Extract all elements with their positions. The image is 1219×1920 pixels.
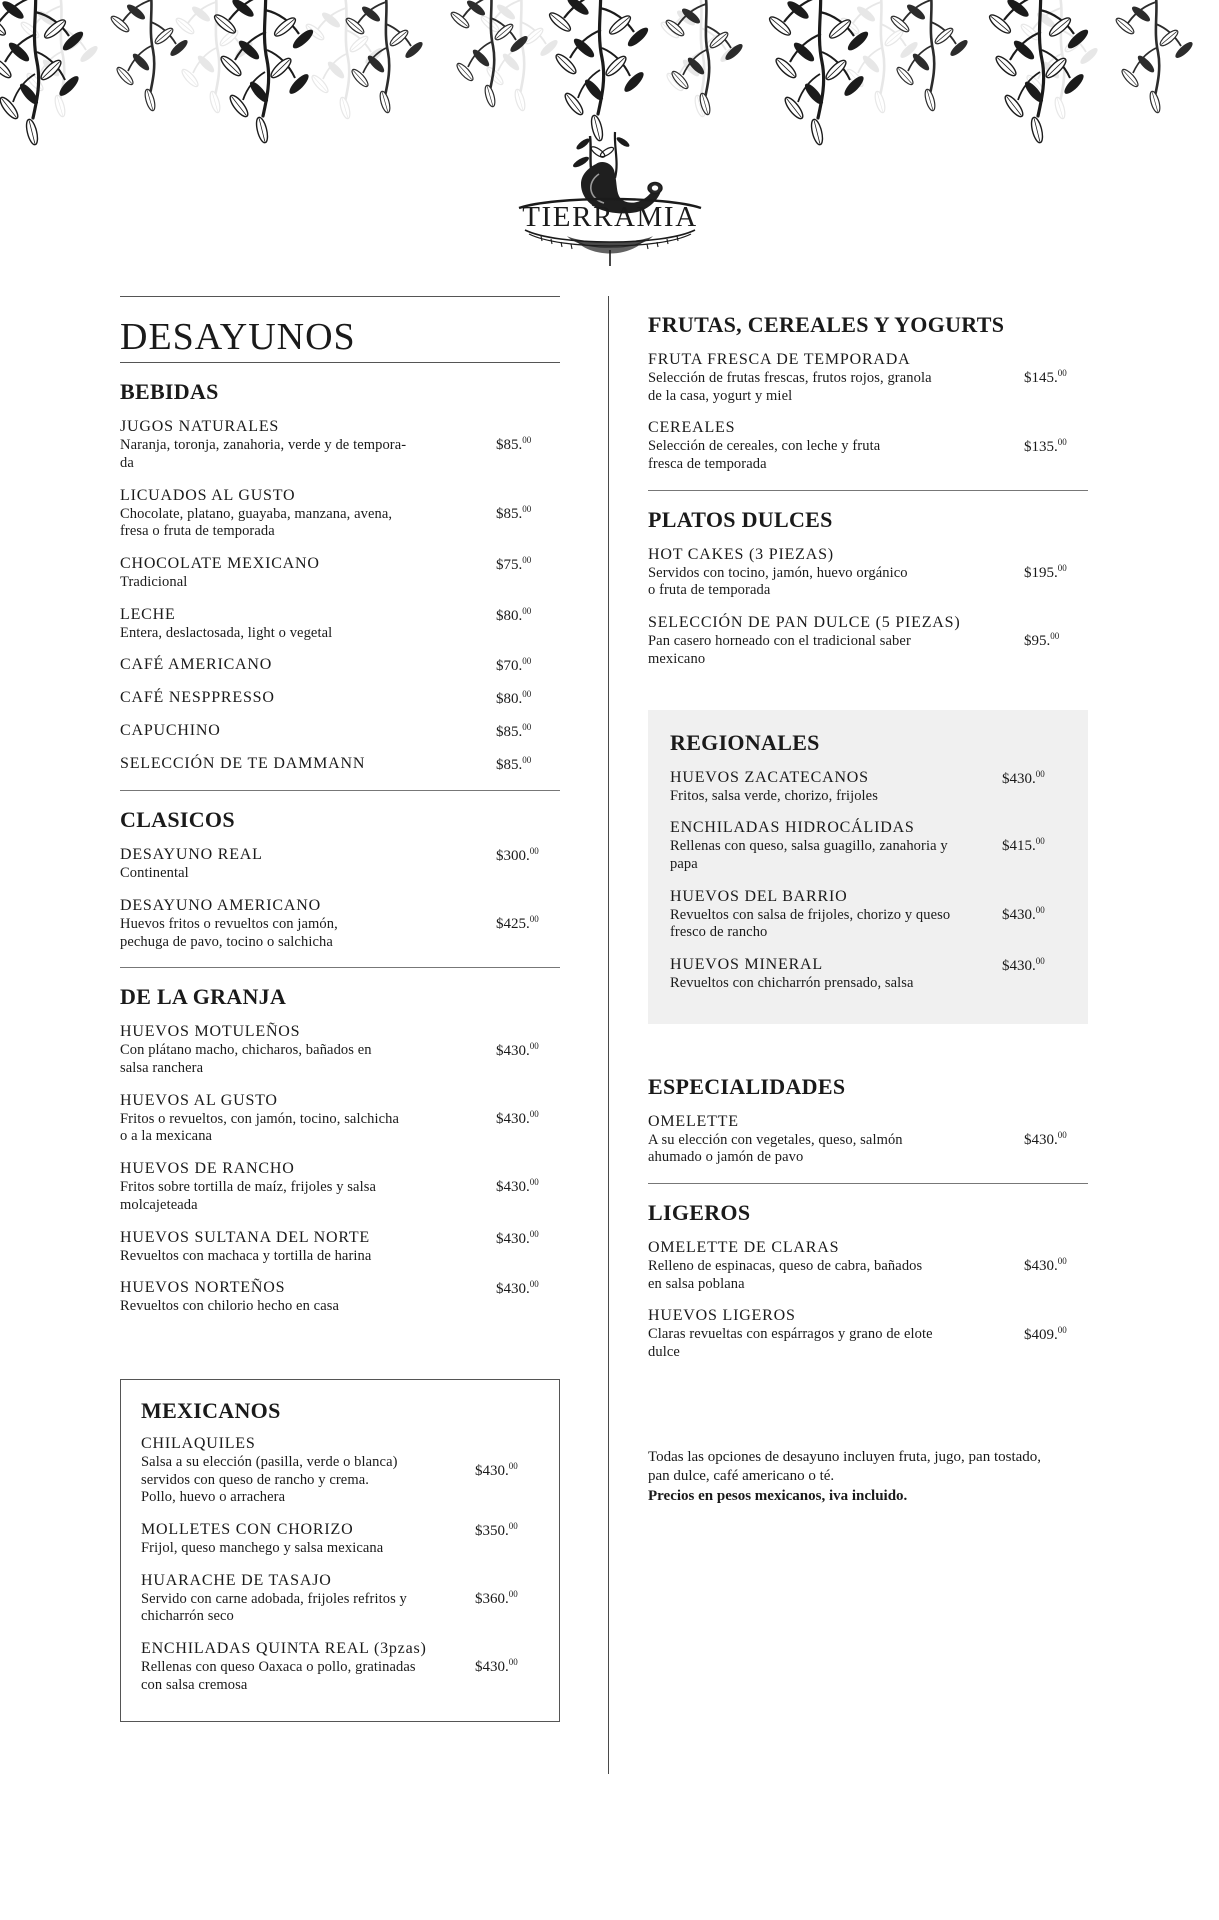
menu-item-text bbox=[648, 350, 1024, 405]
price-cents: 00 bbox=[529, 1108, 539, 1119]
footnote-line-2: pan dulce, café americano o té. bbox=[648, 1468, 835, 1485]
price-cents: 00 bbox=[529, 1228, 539, 1239]
menu-item bbox=[120, 721, 560, 741]
menu-item-description: Entera, deslactosada, light o vegetal bbox=[120, 624, 333, 641]
section-divider bbox=[120, 967, 560, 968]
menu-item-name: HUEVOS DEL BARRIO bbox=[670, 887, 848, 905]
menu-item-description: Pan casero horneado con el tradicional saber mexicano bbox=[648, 633, 911, 667]
menu-item bbox=[648, 418, 1088, 473]
section-spacer bbox=[648, 682, 1088, 692]
menu-item-name: FRUTA FRESCA DE TEMPORADA bbox=[648, 351, 911, 368]
section-spacer bbox=[120, 1329, 560, 1339]
menu-item-price: $430.00 bbox=[1002, 768, 1045, 787]
menu-item-price: $350.00 bbox=[475, 1520, 518, 1539]
menu-item bbox=[141, 1434, 539, 1507]
menu-item-price: $195.00 bbox=[1024, 562, 1067, 581]
section-heading: LIGEROS bbox=[648, 1200, 751, 1225]
tierramia-logo-icon bbox=[495, 118, 725, 268]
menu-item bbox=[648, 613, 1088, 668]
menu-item bbox=[670, 887, 1066, 942]
menu-item-text bbox=[120, 1278, 496, 1316]
menu-item bbox=[120, 655, 560, 675]
menu-item-price: $430.00 bbox=[496, 1040, 539, 1059]
menu-item bbox=[120, 1228, 560, 1266]
menu-item bbox=[648, 1306, 1088, 1361]
menu-item bbox=[670, 955, 1066, 993]
menu-item-price: $80.00 bbox=[496, 689, 532, 708]
title-rule-bottom bbox=[120, 362, 560, 363]
menu-item-name: HUEVOS ZACATECANOS bbox=[670, 768, 869, 786]
menu-item-name: CEREALES bbox=[648, 419, 736, 437]
menu-item-name: ENCHILADAS QUINTA REAL (3pzas) bbox=[141, 1640, 427, 1658]
menu-item-description: Con plátano macho, chicharos, bañados en salsa ranchera bbox=[120, 1042, 372, 1077]
price-cents: 00 bbox=[522, 503, 532, 514]
section-divider bbox=[648, 490, 1088, 491]
menu-item bbox=[648, 350, 1088, 405]
menu-item-text bbox=[670, 955, 1002, 993]
menu-item-price: $360.00 bbox=[475, 1588, 518, 1607]
footnote bbox=[648, 1448, 1088, 1507]
menu-item-name: CHOCOLATE MEXICANO bbox=[120, 554, 320, 572]
price-cents: 00 bbox=[529, 1040, 539, 1051]
footnote-prices-note: Precios en pesos mexicanos, iva incluido. bbox=[648, 1487, 908, 1504]
menu-item-description: Huevos fritos o revueltos con jamón, pechuga de pavo, tocino o salchicha bbox=[120, 916, 338, 950]
menu-item bbox=[120, 1159, 560, 1214]
menu-item-description: Relleno de espinacas, queso de cabra, bañados en salsa poblana bbox=[648, 1258, 923, 1292]
menu-item-name: HUEVOS SULTANA DEL NORTE bbox=[120, 1228, 370, 1246]
menu-item-description: Rellenas con queso, salsa guagillo, zanahoria y papa bbox=[670, 838, 948, 872]
shaded-section bbox=[648, 710, 1088, 1024]
menu-item-description: Servidos con tocino, jamón, huevo orgánico o fruta de temporada bbox=[648, 564, 908, 599]
menu-item-price: $430.00 bbox=[1002, 955, 1045, 974]
section-heading: ESPECIALIDADES bbox=[648, 1073, 846, 1099]
menu-item-text bbox=[670, 768, 1002, 806]
menu-item-text bbox=[670, 818, 1002, 873]
menu-item-name: SELECCIÓN DE TE DAMMANN bbox=[120, 755, 366, 773]
menu-item-text bbox=[120, 754, 496, 774]
price-cents: 00 bbox=[1057, 368, 1067, 379]
price-cents: 00 bbox=[522, 605, 532, 616]
menu-item bbox=[120, 417, 560, 472]
price-cents: 00 bbox=[529, 1279, 539, 1290]
price-cents: 00 bbox=[1035, 904, 1045, 915]
menu-item-name: OMELETTE DE CLARAS bbox=[648, 1239, 840, 1256]
brand-logo bbox=[0, 118, 1219, 273]
menu-item bbox=[120, 486, 560, 541]
menu-item-name: HUEVOS NORTEÑOS bbox=[120, 1279, 286, 1297]
menu-item-price: $430.00 bbox=[1024, 1256, 1067, 1275]
menu-item-text bbox=[120, 1228, 496, 1266]
menu-item-name: MOLLETES CON CHORIZO bbox=[141, 1520, 354, 1538]
menu-item-name: OMELETTE bbox=[648, 1112, 739, 1130]
menu-item-name: DESAYUNO REAL bbox=[120, 846, 263, 864]
menu-item-text bbox=[670, 887, 1002, 942]
menu-item-name: HUEVOS LIGEROS bbox=[648, 1307, 796, 1325]
menu-item-name: HUARACHE DE TASAJO bbox=[141, 1571, 332, 1589]
menu-item-description: Naranja, toronja, zanahoria, verde y de tempora- da bbox=[120, 437, 407, 471]
menu-item-description: Fritos, salsa verde, chorizo, frijoles bbox=[670, 787, 878, 804]
section-heading: DE LA GRANJA bbox=[120, 984, 287, 1010]
menu-item-price: $430.00 bbox=[496, 1228, 539, 1247]
section-spacer bbox=[648, 1024, 1088, 1058]
menu-item-text bbox=[120, 486, 496, 541]
menu-item-description: Servido con carne adobada, frijoles refritos y chicharrón seco bbox=[141, 1590, 407, 1625]
price-cents: 00 bbox=[522, 435, 532, 446]
menu-item-text bbox=[120, 896, 496, 951]
menu-item-description: Selección de cereales, con leche y fruta fresca de temporada bbox=[648, 438, 881, 473]
menu-item bbox=[120, 1278, 560, 1316]
menu-item-name: CAFÉ NESPPRESSO bbox=[120, 689, 275, 707]
price-cents: 00 bbox=[1057, 1324, 1067, 1335]
price-cents: 00 bbox=[1057, 562, 1067, 573]
section-divider bbox=[120, 790, 560, 791]
menu-item-description: Revueltos con chicharrón prensado, salsa bbox=[670, 974, 914, 991]
price-cents: 00 bbox=[529, 846, 539, 857]
menu-item-text bbox=[141, 1571, 475, 1626]
price-cents: 00 bbox=[522, 656, 532, 667]
footnote-line-1: Todas las opciones de desayuno incluyen fruta, jugo, pan tostado, bbox=[648, 1448, 1042, 1465]
menu-item-text bbox=[120, 845, 496, 883]
menu-item-price: $70.00 bbox=[496, 656, 532, 675]
menu-item-price: $430.00 bbox=[496, 1108, 539, 1127]
menu-item-name: ENCHILADAS HIDROCÁLIDAS bbox=[670, 819, 915, 837]
menu-item-name: DESAYUNO AMERICANO bbox=[120, 897, 321, 915]
menu-item bbox=[120, 554, 560, 592]
section-heading: PLATOS DULCES bbox=[648, 506, 833, 532]
menu-item-price: $85.00 bbox=[496, 755, 532, 774]
menu-item-description: Revueltos con chilorio hecho en casa bbox=[120, 1298, 340, 1315]
menu-item bbox=[648, 545, 1088, 600]
price-cents: 00 bbox=[522, 755, 532, 766]
menu-item bbox=[120, 896, 560, 951]
section-heading: REGIONALES bbox=[670, 729, 820, 755]
price-cents: 00 bbox=[1035, 836, 1045, 847]
menu-item-description: Salsa a su elección (pasilla, verde o blanca) servidos con queso de rancho y crema. Pollo, huevo o arrachera bbox=[141, 1453, 398, 1506]
menu-item-text bbox=[648, 418, 1024, 473]
right-column bbox=[648, 296, 1088, 1506]
section-heading: MEXICANOS bbox=[141, 1397, 281, 1423]
price-cents: 00 bbox=[522, 689, 532, 700]
menu-item-price: $85.00 bbox=[496, 722, 532, 741]
menu-item-price: $425.00 bbox=[496, 914, 539, 933]
menu-item-price: $85.00 bbox=[496, 435, 532, 454]
menu-item-name: HUEVOS DE RANCHO bbox=[120, 1160, 295, 1178]
menu-item bbox=[120, 688, 560, 708]
menu-item bbox=[141, 1639, 539, 1694]
menu-item-name: LECHE bbox=[120, 605, 176, 623]
menu-item-description: Fritos sobre tortilla de maíz, frijoles y salsa molcajeteada bbox=[120, 1179, 376, 1213]
menu-item-price: $430.00 bbox=[1002, 904, 1045, 923]
menu-item-name: HUEVOS AL GUSTO bbox=[120, 1091, 278, 1109]
section-divider bbox=[648, 1183, 1088, 1184]
menu-item-text bbox=[120, 1159, 496, 1214]
menu-item-description: Continental bbox=[120, 865, 189, 882]
menu-item-text bbox=[648, 1306, 1024, 1361]
menu-item-description: Claras revueltas con espárragos y grano de elote dulce bbox=[648, 1326, 933, 1361]
menu-item bbox=[141, 1520, 539, 1558]
menu-item bbox=[120, 1022, 560, 1077]
price-cents: 00 bbox=[529, 914, 539, 925]
column-divider bbox=[608, 296, 609, 1774]
price-cents: 00 bbox=[1035, 768, 1045, 779]
menu-item-name: LICUADOS AL GUSTO bbox=[120, 486, 296, 504]
boot-with-sprouts-emblem bbox=[519, 132, 701, 266]
price-cents: 00 bbox=[1050, 631, 1060, 642]
price-cents: 00 bbox=[1035, 955, 1045, 966]
menu-item-description: Revueltos con machaca y tortilla de harina bbox=[120, 1247, 372, 1264]
menu-item-text bbox=[120, 688, 496, 708]
menu-item-text bbox=[141, 1639, 475, 1694]
menu-item-price: $85.00 bbox=[496, 503, 532, 522]
menu-item-description: Rellenas con queso Oaxaca o pollo, gratinadas con salsa cremosa bbox=[141, 1659, 416, 1693]
price-cents: 00 bbox=[508, 1460, 518, 1471]
menu-item-description: Tradicional bbox=[120, 573, 188, 590]
menu-item-description: A su elección con vegetales, queso, salmón ahumado o jamón de pavo bbox=[648, 1131, 903, 1166]
menu-item-name: SELECCIÓN DE PAN DULCE (5 PIEZAS) bbox=[648, 614, 961, 632]
menu-item-text bbox=[120, 655, 496, 675]
menu-item-price: $95.00 bbox=[1024, 631, 1060, 650]
menu-item-name: HUEVOS MOTULEÑOS bbox=[120, 1023, 301, 1041]
price-cents: 00 bbox=[508, 1588, 518, 1599]
menu-item bbox=[648, 1112, 1088, 1167]
menu-item bbox=[120, 845, 560, 883]
menu-item-price: $135.00 bbox=[1024, 436, 1067, 455]
framed-section bbox=[120, 1379, 560, 1723]
price-cents: 00 bbox=[508, 1520, 518, 1531]
menu-item-name: HUEVOS MINERAL bbox=[670, 955, 823, 973]
menu-item-text bbox=[120, 1022, 496, 1077]
menu-item-name: CAFÉ AMERICANO bbox=[120, 656, 273, 674]
left-sections-container bbox=[120, 379, 560, 1722]
menu-item bbox=[120, 605, 560, 643]
menu-item-text bbox=[141, 1434, 475, 1507]
menu-item bbox=[670, 818, 1066, 873]
menu-item bbox=[120, 1091, 560, 1146]
menu-item-price: $75.00 bbox=[496, 554, 532, 573]
section-heading: BEBIDAS bbox=[120, 379, 219, 405]
menu-item-price: $300.00 bbox=[496, 846, 539, 865]
menu-item bbox=[120, 754, 560, 774]
page-title: desayunos bbox=[120, 301, 356, 361]
menu-item-price: $80.00 bbox=[496, 605, 532, 624]
menu-item-price: $430.00 bbox=[496, 1279, 539, 1298]
menu-item-name: HOT CAKES (3 PIEZAS) bbox=[648, 545, 834, 563]
menu-item-text bbox=[120, 417, 496, 472]
menu-item-price: $430.00 bbox=[496, 1177, 539, 1196]
menu-item-text bbox=[141, 1520, 475, 1558]
menu-item-name: JUGOS NATURALES bbox=[120, 418, 280, 436]
price-cents: 00 bbox=[522, 722, 532, 733]
menu-item bbox=[141, 1571, 539, 1626]
menu-item-price: $430.00 bbox=[475, 1460, 518, 1479]
logo-wordmark: TIERRAMIA bbox=[521, 201, 698, 233]
menu-item-text bbox=[120, 721, 496, 741]
left-column bbox=[120, 296, 560, 1722]
price-cents: 00 bbox=[522, 554, 532, 565]
section-heading: CLASICOS bbox=[120, 807, 235, 833]
menu-item bbox=[648, 1238, 1088, 1293]
price-cents: 00 bbox=[529, 1177, 539, 1188]
menu-item-price: $430.00 bbox=[475, 1657, 518, 1676]
menu-item-price: $430.00 bbox=[1024, 1129, 1067, 1148]
menu-item-text bbox=[648, 613, 1024, 668]
section-heading: FRUTAS, CEREALES Y YOGURTS bbox=[648, 312, 1005, 337]
price-cents: 00 bbox=[1057, 1129, 1067, 1140]
menu-item-price: $415.00 bbox=[1002, 836, 1045, 855]
menu-item-text bbox=[120, 554, 496, 592]
menu-item-description: Selección de frutas frescas, frutos rojos, granola de la casa, yogurt y miel bbox=[648, 370, 932, 404]
menu-item-price: $409.00 bbox=[1024, 1324, 1067, 1343]
menu-item-text bbox=[648, 1238, 1024, 1293]
menu-item-text bbox=[120, 605, 496, 643]
menu-item-text bbox=[120, 1091, 496, 1146]
menu-sheet bbox=[0, 296, 1219, 1816]
menu-item bbox=[670, 768, 1066, 806]
menu-item-text bbox=[648, 1112, 1024, 1167]
menu-item-price: $145.00 bbox=[1024, 368, 1067, 387]
menu-item-description: Fritos o revueltos, con jamón, tocino, salchicha o a la mexicana bbox=[120, 1110, 400, 1145]
price-cents: 00 bbox=[508, 1657, 518, 1668]
menu-item-description: Revueltos con salsa de frijoles, chorizo y queso fresco de rancho bbox=[670, 906, 951, 941]
price-cents: 00 bbox=[1057, 436, 1067, 447]
menu-item-description: Frijol, queso manchego y salsa mexicana bbox=[141, 1539, 384, 1556]
price-cents: 00 bbox=[1057, 1256, 1067, 1267]
menu-item-description: Chocolate, platano, guayaba, manzana, avena, fresa o fruta de temporada bbox=[120, 505, 393, 540]
menu-item-name: CHILAQUILES bbox=[141, 1434, 256, 1452]
right-sections-container bbox=[648, 312, 1088, 1362]
menu-item-name: CAPUCHINO bbox=[120, 722, 221, 740]
menu-item-text bbox=[648, 545, 1024, 600]
